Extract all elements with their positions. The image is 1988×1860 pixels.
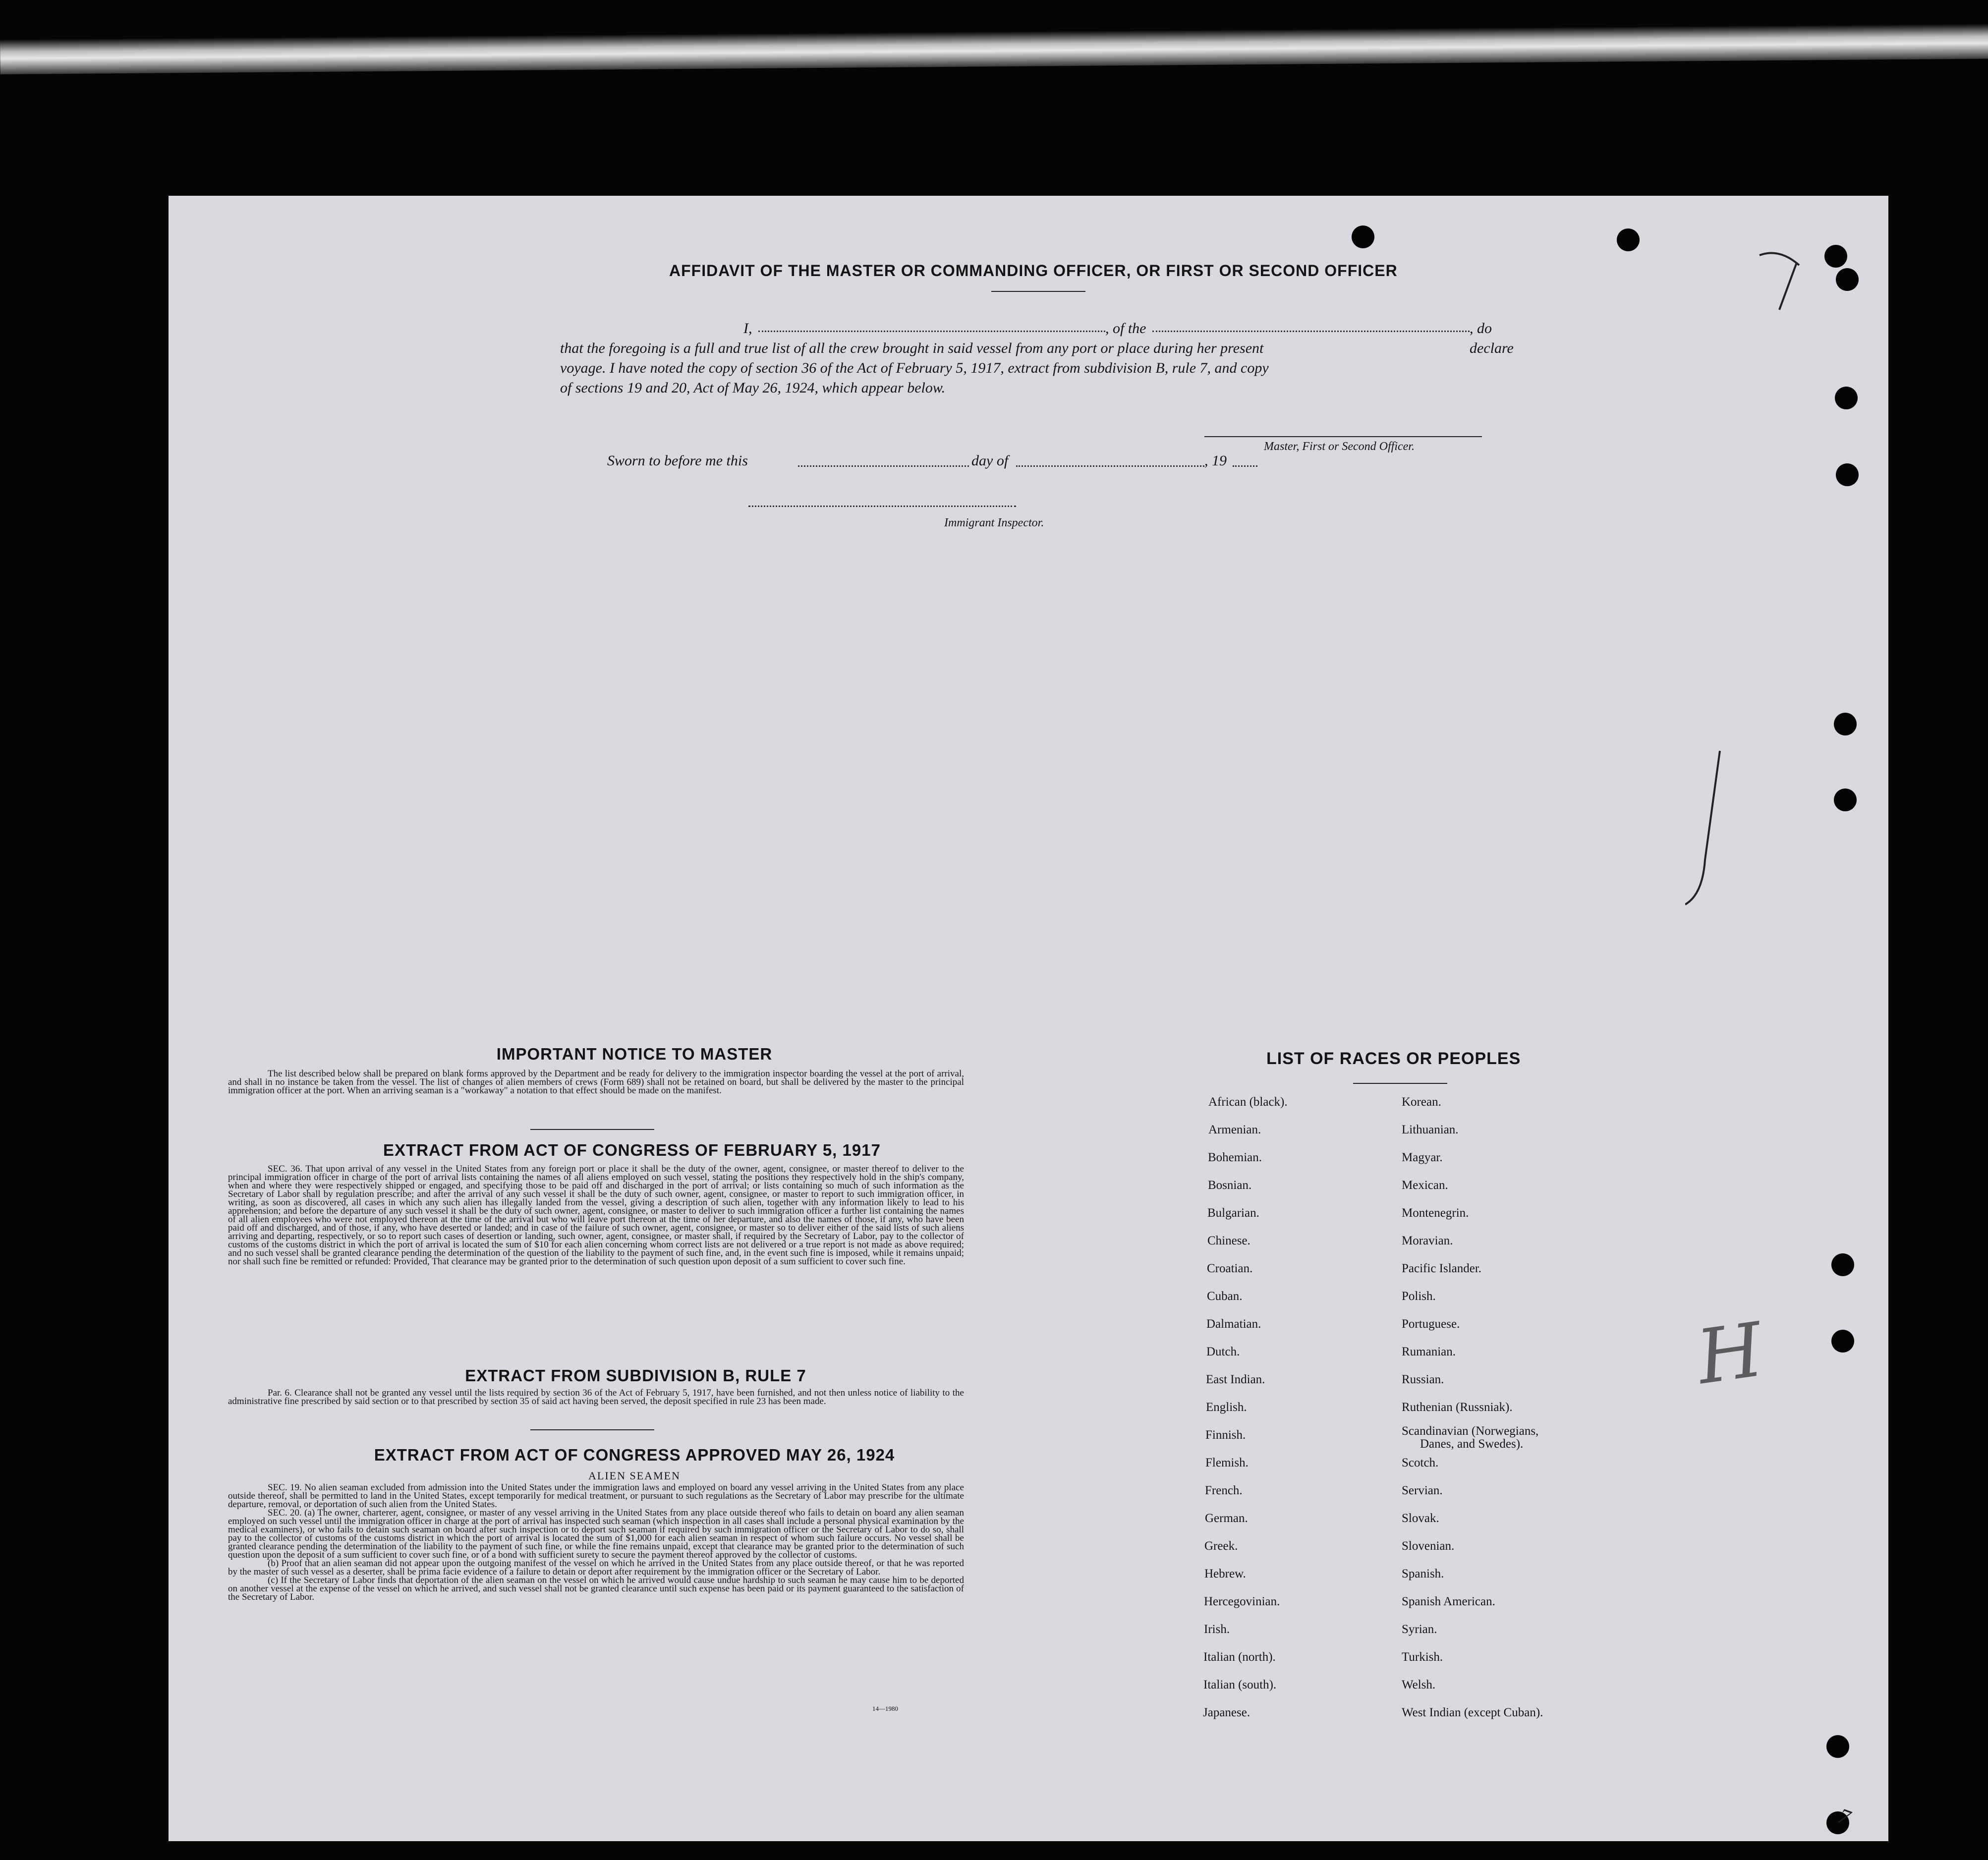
punch-hole	[1617, 228, 1640, 251]
rule7-title: EXTRACT FROM SUBDIVISION B, RULE 7	[465, 1366, 806, 1385]
race-item: Moravian.	[1402, 1234, 1453, 1247]
handwritten-page-mark: 7	[1835, 1803, 1854, 1830]
race-item: Pacific Islander.	[1402, 1262, 1482, 1275]
race-item: Slovak.	[1402, 1512, 1439, 1525]
pencil-mark	[1750, 245, 1819, 315]
race-item: Mexican.	[1402, 1179, 1448, 1192]
notice-title: IMPORTANT NOTICE TO MASTER	[496, 1045, 773, 1063]
inspector-signature-line[interactable]	[748, 506, 1016, 507]
races-title: LIST OF RACES OR PEOPLES	[1266, 1049, 1521, 1068]
punch-hole	[1826, 1735, 1849, 1758]
races-divider	[1353, 1083, 1447, 1084]
punch-hole	[1831, 1253, 1854, 1276]
race-item: Dutch.	[1206, 1345, 1240, 1358]
handwritten-initials: H	[1692, 1306, 1768, 1402]
master-signature-line[interactable]	[1204, 436, 1482, 437]
form-sheet	[169, 196, 1888, 1841]
extract-1917-body: SEC. 36. That upon arrival of any vessel in the United States from any foreign port or place it shall be the duty of the owner, agent, consignee, or master thereof to deliver to the principal immigration officer in charge of the port of arrival lists containing the names of all aliens employed on such vessel, stating the positions they respectively hold in the ship's company, when and where they were respectively shipped or engaged, and specifying those to be paid off and discharged in the port of arrival; or lists containing so much of such information as the Secretary of Labor shall by regulation prescribe; and after the arrival of any such vessel it shall be the duty of such owner, agent, consignee, or master to report to such immigration officer, in writing, as soon as discovered, all cases in which any such alien has illegally landed from the vessel, giving a description of such alien, together with any information likely to lead to his apprehension; and before the departure of any such vessel it shall be the duty of such owner, agent, consignee, or master to deliver to such immigration officer a further list containing the names of all alien employees who were not employed thereon at the time of the arrival but who will leave port thereon at the time of her departure, and also the names of those, if any, who have been paid off and discharged, and of those, if any, who have deserted or landed; and in case of the failure of such owner, agent, consignee, or master so to deliver either of the said lists of such aliens arriving and departing, respectively, or so to report such cases of desertion or landing, such owner, agent, consignee, or master shall, if required by the Secretary of Labor, pay to the collector of customs of the customs district in which the port of arrival is located the sum of $10 for each alien concerning whom correct lists are not delivered or a true report is not made as above required; and no such vessel shall be granted clearance pending the determination of the question of the liability to the payment of such fine, and, in the event such fine is imposed, while it remains unpaid; nor shall such fine be remitted or refunded: Provided, That clearance may be granted prior to the determination of such question upon deposit of a sum sufficient to cover such fine.	[228, 1164, 964, 1267]
rule7-body: Par. 6. Clearance shall not be granted any vessel until the lists required by section 36 of the Act of February 5, 1917, have been furnished, and not then unless notice of liability to the administrative fine prescribed by said section or to that prescribed by section 35 of said act having been served, the deposit specified in rule 23 has been made.	[228, 1388, 964, 1407]
sworn-year: , 19	[1204, 452, 1227, 469]
race-item: Korean.	[1402, 1095, 1441, 1109]
sec-20c: (c) If the Secretary of Labor finds that deportation of the alien seaman on the vessel on which he arrived would cause undue hardship to such seaman he may cause him to be deported on another vessel at the expense of the vessel on which he arrived, and such vessel shall not be granted clearance until such expense has been paid or its payment guaranteed to the satisfaction of the Secretary of Labor.	[228, 1575, 964, 1602]
race-item: Bosnian.	[1208, 1179, 1252, 1192]
punch-hole	[1834, 789, 1857, 811]
race-item: Cuban.	[1207, 1290, 1243, 1303]
race-item: Spanish American.	[1402, 1595, 1495, 1608]
sworn-day-of: day of	[971, 452, 1009, 469]
race-item: Bohemian.	[1208, 1151, 1262, 1164]
affidavit-do-declare: , do declare	[1470, 320, 1514, 356]
title-divider	[991, 291, 1085, 292]
alien-seamen-heading: ALIEN SEAMEN	[588, 1469, 681, 1482]
affidavit-line-1: that the foregoing is a full and true list of all the crew brought in said vessel from any port or place during her present	[560, 340, 1264, 356]
punch-hole	[1836, 463, 1859, 486]
sec-20a: SEC. 20. (a) The owner, charterer, agent, consignee, or master of any vessel arriving in the United States from any place outside thereof who fails to detain on board any alien seaman employed on such vessel until the immigration officer in charge at the port of arrival has inspected such seaman (which inspection in all cases shall include a personal physical examination by the medical examiners), or who fails to detain such seaman on board after such inspection or to deport such seaman if required by such immigration officer or the Secretary of Labor to do so, shall pay to the collector of customs of the customs district in which the port of arrival is located the sum of $1,000 for each alien seaman in respect of whom such failure occurs. No vessel shall be granted clearance pending the determination of the liability to the payment of such fine, or while the fine remains unpaid, except that clearance may be granted prior to the determination of such question upon the deposit of a sum sufficient to cover such fine, or of a bond with sufficient surety to secure the payment thereof approved by the collector of customs.	[228, 1508, 964, 1560]
race-item-continuation: Danes, and Swedes).	[1420, 1437, 1524, 1451]
race-item: Polish.	[1402, 1290, 1436, 1303]
punch-hole	[1834, 713, 1857, 735]
pencil-mark	[1685, 746, 1725, 909]
race-item: Croatian.	[1207, 1262, 1253, 1275]
sworn-prefix: Sworn to before me this	[607, 452, 748, 469]
race-item: Rumanian.	[1402, 1345, 1456, 1358]
race-item: Montenegrin.	[1402, 1206, 1469, 1220]
race-item: Finnish.	[1205, 1428, 1246, 1442]
race-item: Servian.	[1402, 1484, 1443, 1497]
punch-hole	[1352, 225, 1374, 248]
race-item: French.	[1205, 1484, 1243, 1497]
extract-1924-body	[228, 1483, 964, 1601]
race-item: Russian.	[1402, 1373, 1444, 1386]
race-item: Portuguese.	[1402, 1317, 1460, 1331]
affidavit-line-2: voyage. I have noted the copy of section 36 of the Act of February 5, 1917, extract from subdivision B, rule 7, and copy	[560, 360, 1269, 376]
race-item: Lithuanian.	[1402, 1123, 1459, 1136]
affidavit-title: AFFIDAVIT OF THE MASTER OR COMMANDING OFFICER, OR FIRST OR SECOND OFFICER	[669, 262, 1398, 280]
vessel-blank[interactable]	[1152, 331, 1470, 332]
race-item: Spanish.	[1402, 1567, 1444, 1580]
race-item: German.	[1205, 1512, 1248, 1525]
race-item: Welsh.	[1402, 1678, 1436, 1691]
punch-hole	[1824, 245, 1847, 268]
race-item: Italian (south).	[1203, 1678, 1277, 1691]
race-item: Syrian.	[1402, 1623, 1437, 1636]
punch-hole	[1835, 387, 1858, 409]
divider	[530, 1129, 654, 1130]
race-item: Chinese.	[1207, 1234, 1250, 1247]
race-item: Slovenian.	[1402, 1539, 1455, 1553]
scanner-edge	[0, 24, 1988, 74]
sec-19: SEC. 19. No alien seaman excluded from admission into the United States under the immigration laws and employed on board any vessel arriving in the United States from any place outside thereof, shall be permitted to land in the United States, except temporarily for medical treatment, or pursuant to such regulations as the Secretary of Labor may prescribe for the ultimate departure, removal, or deportation of such alien from the United States.	[228, 1482, 964, 1510]
race-item: Scandinavian (Norwegians,	[1402, 1424, 1539, 1438]
race-item: Italian (north).	[1203, 1650, 1276, 1664]
race-item: Scotch.	[1402, 1456, 1439, 1469]
affidavit-of-the: , of the	[1105, 320, 1146, 337]
race-item: African (black).	[1208, 1095, 1288, 1109]
race-item: Ruthenian (Russniak).	[1402, 1401, 1513, 1414]
divider	[530, 1429, 654, 1430]
affidavit-i: I,	[743, 320, 752, 337]
name-blank[interactable]	[758, 331, 1105, 332]
extract-1924-title: EXTRACT FROM ACT OF CONGRESS APPROVED MAY 26, 1924	[374, 1446, 895, 1464]
race-item: English.	[1206, 1401, 1247, 1414]
race-item: Hebrew.	[1204, 1567, 1246, 1580]
form-number: 14—1980	[872, 1705, 898, 1712]
race-item: East Indian.	[1206, 1373, 1265, 1386]
race-item: Armenian.	[1208, 1123, 1261, 1136]
sworn-year-blank[interactable]	[1233, 465, 1257, 467]
master-signature-label: Master, First or Second Officer.	[1264, 440, 1415, 453]
race-item: Hercegovinian.	[1204, 1595, 1280, 1608]
race-item: Japanese.	[1203, 1706, 1250, 1719]
race-item: Magyar.	[1402, 1151, 1443, 1164]
sworn-month-blank[interactable]	[1016, 465, 1204, 467]
race-item: Dalmatian.	[1206, 1317, 1261, 1331]
sec-20b: (b) Proof that an alien seaman did not appear upon the outgoing manifest of the vessel on which he arrived in the United States from any place outside thereof, or that he was reported by the master of such vessel as a deserter, shall be prima facie evidence of a failure to detain or deport after requirement by the immigration officer or the Secretary of Labor.	[228, 1558, 964, 1577]
sworn-line	[607, 452, 1301, 472]
race-item: Turkish.	[1402, 1650, 1443, 1664]
affidavit-line-3: of sections 19 and 20, Act of May 26, 1924, which appear below.	[560, 380, 946, 396]
punch-hole	[1836, 268, 1859, 291]
notice-body: The list described below shall be prepared on blank forms approved by the Department and be ready for delivery to the immigration inspector boarding the vessel at the port of arrival, and shall in no instance be taken from the vessel. The list of changes of alien members of crews (Form 689) shall not be retained on board, but shall be delivered by the master to the principal immigration officer at the port. When an arriving seaman is a "workaway" a notation to that effect should be made on the manifest.	[228, 1069, 964, 1096]
punch-hole	[1831, 1330, 1854, 1353]
race-item: Flemish.	[1205, 1456, 1249, 1469]
sworn-day-blank[interactable]	[798, 465, 969, 467]
race-item: Irish.	[1204, 1623, 1230, 1636]
race-item: Greek.	[1204, 1539, 1238, 1553]
affidavit-text	[560, 319, 1517, 398]
inspector-label: Immigrant Inspector.	[944, 516, 1044, 529]
extract-1917-title: EXTRACT FROM ACT OF CONGRESS OF FEBRUARY 5, 1917	[383, 1141, 881, 1159]
race-item: West Indian (except Cuban).	[1402, 1706, 1543, 1719]
race-item: Bulgarian.	[1207, 1206, 1259, 1220]
